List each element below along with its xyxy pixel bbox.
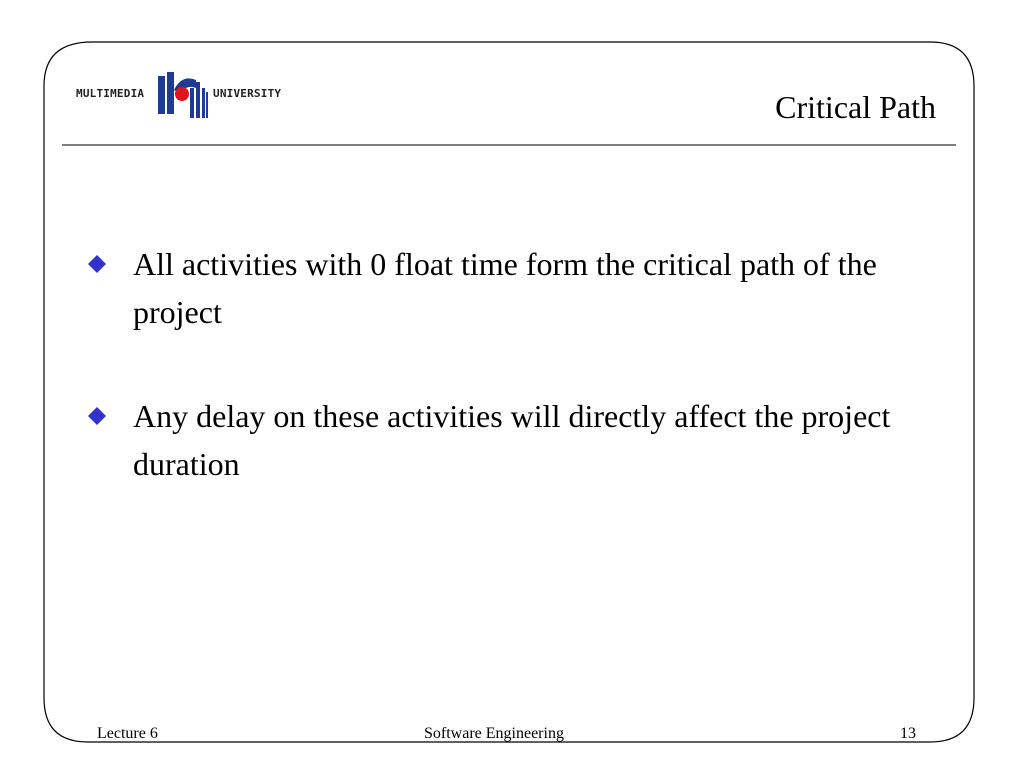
- bullet-item: [82, 240, 922, 336]
- diamond-bullet-icon: [88, 407, 106, 425]
- logo-text-university: UNIVERSITY: [213, 87, 282, 100]
- bullet-text: Any delay on these activities will directly affect the project duration: [133, 398, 891, 482]
- bullet-list: [82, 240, 922, 544]
- footer-course: Software Engineering: [424, 725, 564, 742]
- slide-title: Critical Path: [775, 89, 936, 125]
- bullet-item: [82, 392, 922, 488]
- logo-text-multimedia: MULTIMEDIA: [76, 87, 145, 100]
- bullet-text: All activities with 0 float time form the critical path of the project: [133, 246, 877, 330]
- footer-lecture: Lecture 6: [97, 725, 158, 742]
- university-logo: [76, 68, 296, 120]
- logo-emblem-icon: [156, 68, 210, 120]
- footer-page-number: 13: [900, 725, 916, 742]
- diamond-bullet-icon: [88, 255, 106, 273]
